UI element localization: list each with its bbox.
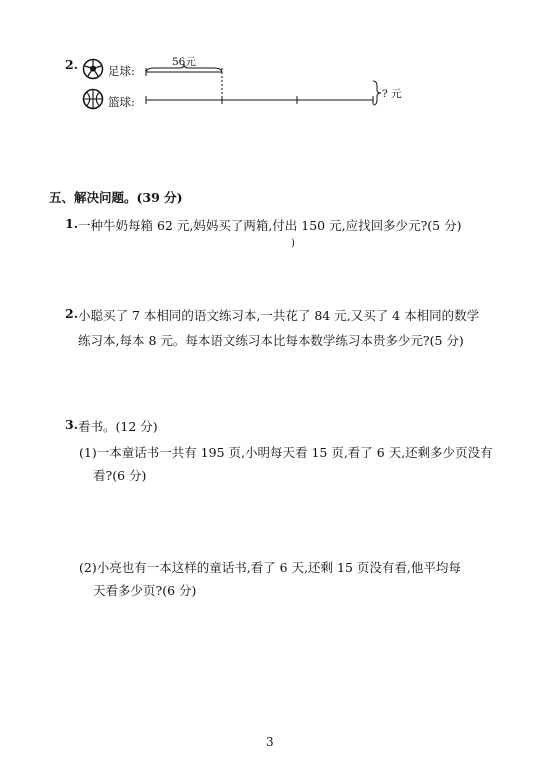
subproblem-text-line: 看?(6 分) (93, 468, 147, 483)
problem-number: 3. (65, 417, 79, 432)
problem-number: 1. (65, 216, 79, 231)
subproblem-text-line: (2)小亮也有一本这样的童话书,看了 6 天,还剩 15 页没有看,他平均每 (79, 560, 461, 575)
football-label: 足球: (108, 64, 135, 78)
page-number: 3 (266, 735, 274, 749)
football-icon (82, 58, 104, 80)
section-title: 五、解决问题。(39 分) (49, 190, 183, 205)
total-brace (372, 80, 382, 106)
subproblem-text-line: (1)一本童话书一共有 195 页,小明每天看 15 页,看了 6 天,还剩多少页没有 (79, 445, 493, 460)
problem-title: 看书。(12 分) (78, 419, 158, 434)
basketball-icon (82, 88, 104, 110)
problem-text-line: 小聪买了 7 本相同的语文练习本,一共花了 84 元,又买了 4 本相同的数学 (78, 308, 480, 323)
problem-text-line: 练习本,每本 8 元。每本语文练习本比每本数学练习本贵多少元?(5 分) (78, 333, 464, 348)
problem-number: 2. (65, 306, 79, 321)
q2-number: 2. (65, 57, 79, 72)
segment-lines (144, 68, 384, 108)
stray-mark: ) (291, 238, 295, 249)
basketball-label: 篮球: (108, 95, 135, 109)
problem-text-line: 一种牛奶每箱 62 元,妈妈买了两箱,付出 150 元,应找回多少元?(5 分) (78, 218, 462, 233)
question-unit-label: ? 元 (382, 88, 402, 100)
subproblem-text-line: 天看多少页?(6 分) (93, 583, 197, 598)
segment-value-label: 56元 (172, 56, 196, 68)
